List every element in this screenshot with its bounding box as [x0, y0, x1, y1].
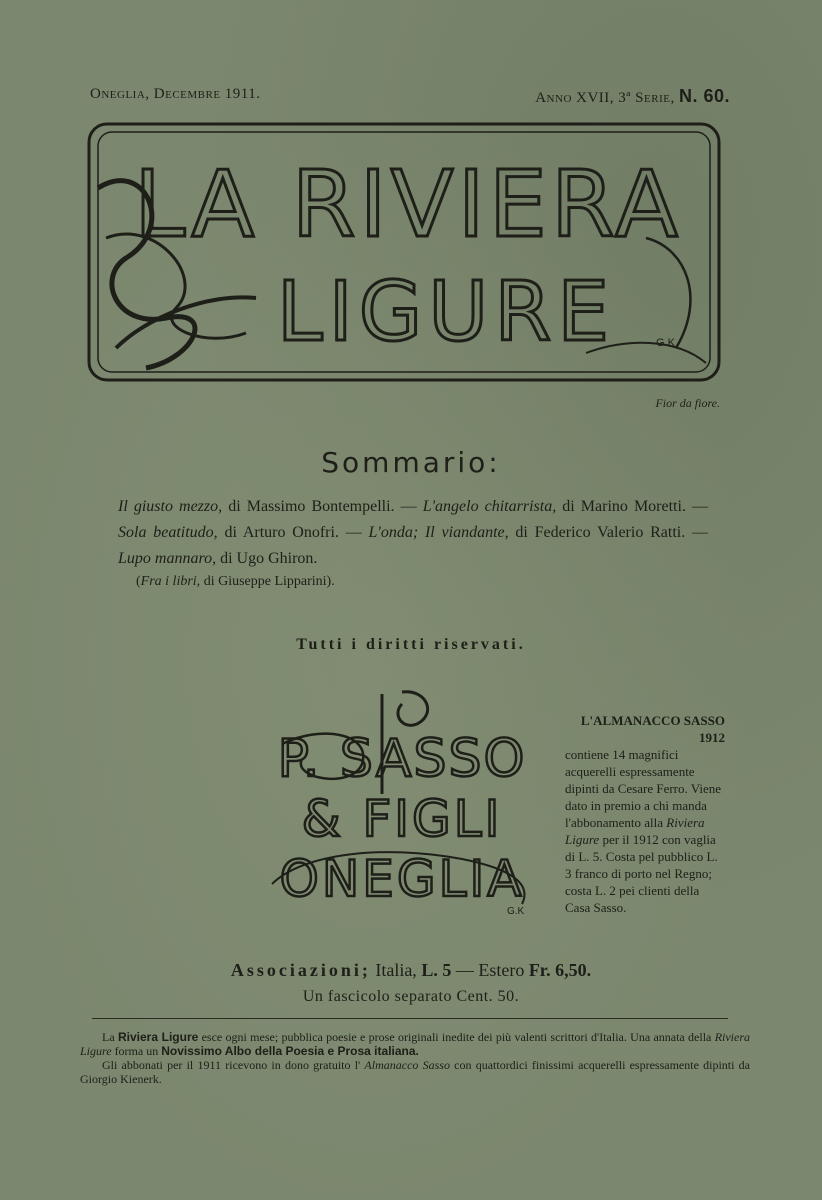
almanacco-text: contiene 14 magnifici acquerelli espressamente dipinti da Cesare Ferro. Viene dato in premio a chi manda l'abbonamento alla	[565, 747, 722, 830]
sommario-item-author: di Federico Valerio Ratti. —	[508, 524, 709, 541]
sommario-extra-title: Fra i libri,	[140, 574, 201, 589]
subscription-italia-price: L. 5	[421, 960, 452, 980]
sasso-ornament	[262, 684, 542, 916]
sasso-monogram: G.K	[507, 906, 525, 916]
sommario-item-title: Sola beatitudo,	[118, 524, 218, 541]
subscription-estero-price: Fr. 6,50.	[528, 960, 592, 980]
rights-notice: Tutti i diritti riservati.	[296, 636, 526, 653]
subscription-label: Associazioni;	[230, 960, 371, 980]
issue-year-series: Anno XVII, 3ª Serie,	[535, 90, 675, 106]
sommario-item-author: di Massimo Bontempelli. —	[222, 498, 423, 515]
masthead-line2: LIGURE	[276, 265, 616, 360]
masthead-logo	[86, 118, 724, 386]
sommario-item-author: di Marino Moretti. —	[556, 498, 709, 515]
masthead-caption: Fior da fiore.	[655, 396, 720, 410]
subscription-prices	[0, 960, 822, 981]
masthead-ornament	[86, 118, 724, 386]
sommario-item-title: L'angelo chitarrista,	[422, 498, 557, 515]
footer-bold: Riviera Ligure	[117, 1030, 199, 1044]
sommario-extra-author: di Giuseppe Lipparini).	[200, 574, 335, 589]
masthead-monogram: G.K	[656, 337, 675, 349]
issue-number: N. 60.	[678, 86, 730, 106]
single-issue-price: Un fascicolo separato Cent. 50.	[302, 988, 520, 1005]
footer-text: La	[102, 1030, 118, 1044]
header-line	[90, 86, 730, 110]
footer-text: con quattordici finissimi acquerelli espressamente dipinti da Giorgio Kienerk.	[80, 1058, 750, 1086]
footer-italic: Almanacco Sasso	[364, 1058, 450, 1072]
masthead-line1: LA RIVIERA	[134, 151, 682, 258]
subscription-italia: Italia,	[370, 960, 422, 980]
sommario-extra	[136, 574, 335, 590]
sommario-contents	[118, 494, 708, 572]
issue-series	[535, 86, 730, 107]
sommario-item-author: di Ugo Ghiron.	[216, 550, 318, 567]
sommario-item-title: Il giusto mezzo,	[118, 498, 223, 515]
sommario-item-title: L'onda; Il viandante,	[368, 524, 509, 541]
sasso-logo	[262, 684, 542, 916]
almanacco-notice	[565, 712, 725, 916]
sommario-title: Sommario:	[321, 446, 501, 479]
sasso-line2: & FIGLI	[301, 790, 503, 848]
footer-italic: Riviera Ligure	[80, 1030, 751, 1058]
footer-text: Gli abbonati per il 1911 ricevono in dono gratuito l'	[102, 1058, 365, 1072]
sommario-item-title: Lupo mannaro,	[118, 550, 217, 567]
subscription-sep: — Estero	[451, 960, 529, 980]
almanacco-title: L'ALMANACCO SASSO 1912	[580, 713, 725, 745]
divider	[92, 1018, 728, 1019]
footer-paragraph	[80, 1030, 750, 1058]
sasso-line3: ONEGLIA	[279, 850, 525, 908]
sasso-line1: P. SASSO	[277, 729, 527, 789]
footer-notice	[80, 1030, 750, 1086]
sommario-extra-open: (	[136, 574, 141, 589]
footer-paragraph	[80, 1058, 750, 1086]
almanacco-text-end: per il 1912 con vaglia di L. 5. Costa pel pubblico L. 3 franco di porto nel Regno; costa L. 2 pei clienti della Casa Sasso.	[565, 832, 718, 915]
footer-text: esce ogni mese; pubblica poesie e prose originali inedite dei più valenti scrittori d'Italia. Una annata della	[198, 1030, 715, 1044]
footer-bold: Novissimo Albo della Poesia e Prosa italiana.	[161, 1044, 419, 1058]
almanacco-text-italic: Riviera Ligure	[565, 815, 705, 847]
issue-date: Oneglia, Decembre 1911.	[90, 86, 261, 102]
footer-text: forma un	[111, 1044, 162, 1058]
sommario-item-author: di Arturo Onofri. —	[217, 524, 369, 541]
